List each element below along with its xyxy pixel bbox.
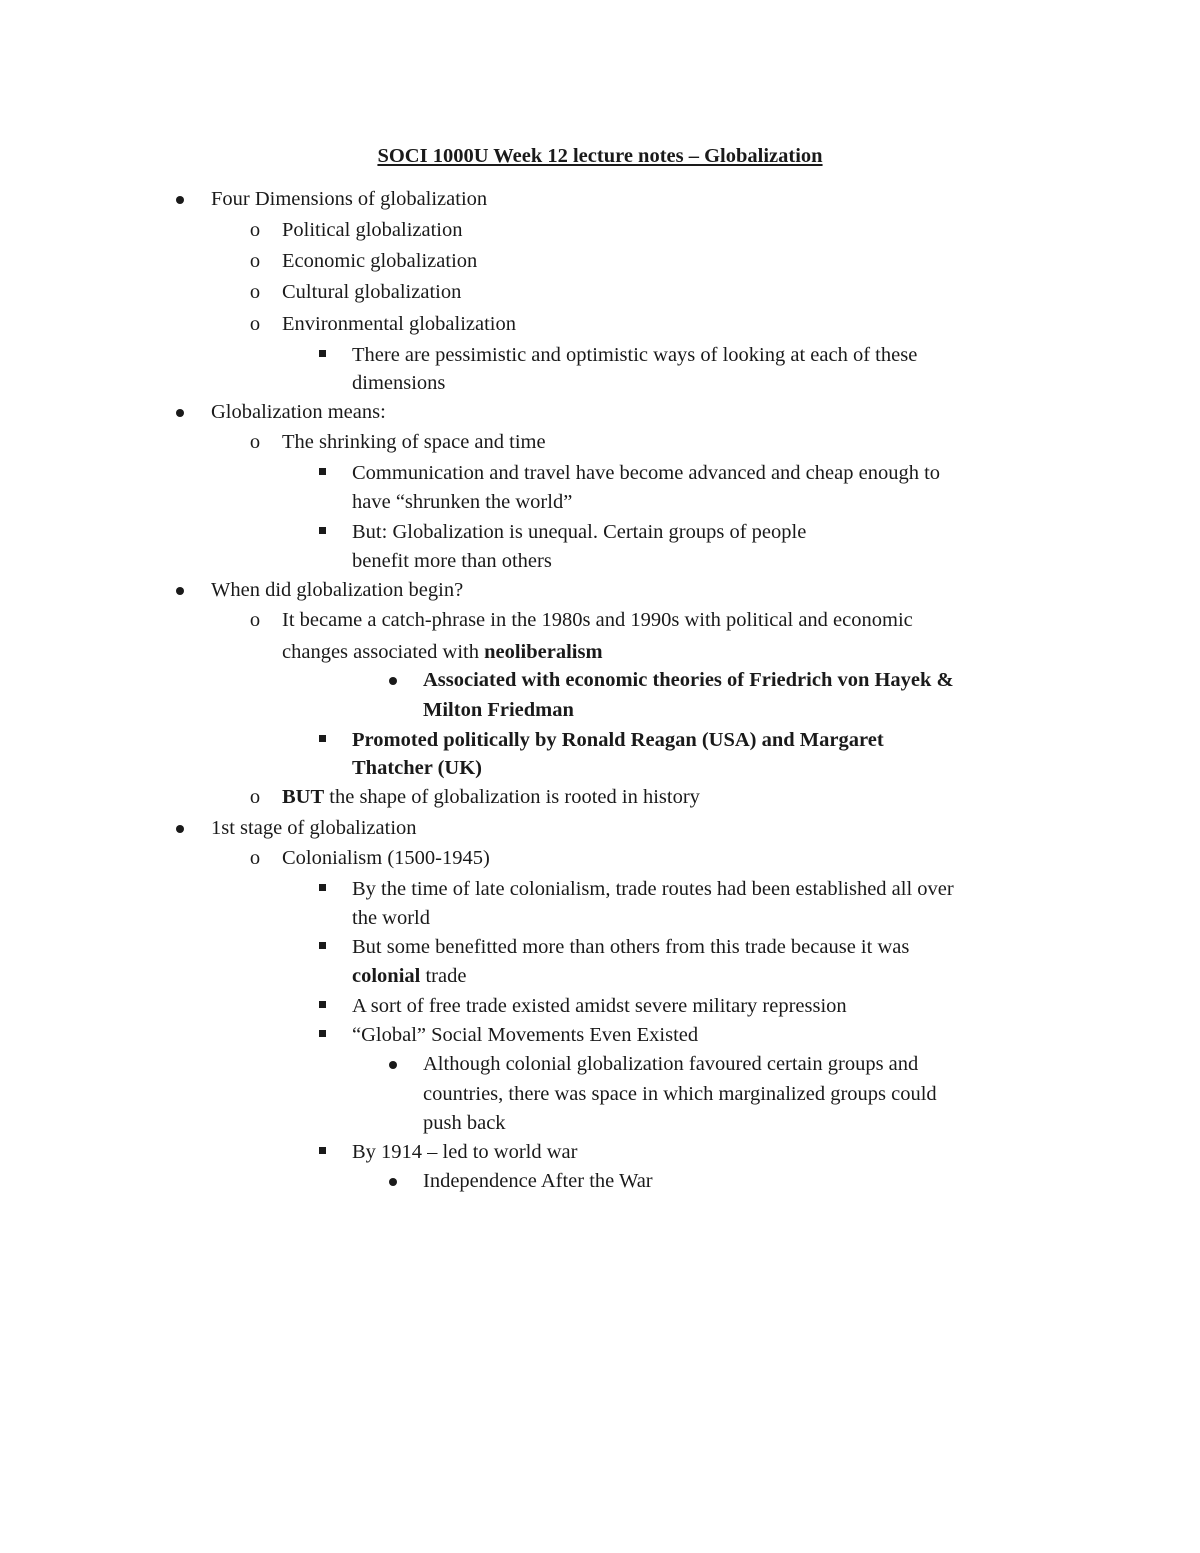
list-item: 1st stage of globalization: [211, 817, 417, 839]
list-item: Globalization means:: [211, 401, 386, 423]
list-item: But: Globalization is unequal. Certain groups of people: [352, 521, 807, 543]
list-item-continuation: dimensions: [352, 372, 446, 394]
list-item: A sort of free trade existed amidst severe military repression: [352, 995, 847, 1017]
bullet-circle: o: [249, 281, 261, 303]
bullet-square: [319, 468, 326, 475]
list-item-continuation: have “shrunken the world”: [352, 491, 573, 513]
plain-text: trade: [420, 965, 467, 987]
list-item: Although colonial globalization favoured certain groups and: [423, 1053, 919, 1075]
list-item: By the time of late colonialism, trade routes had been established all over: [352, 878, 954, 900]
bullet-square: [319, 884, 326, 891]
list-item-continuation: [352, 962, 466, 991]
bullet-dot: [389, 677, 397, 685]
list-item: [423, 666, 954, 695]
bullet-square: [319, 1001, 326, 1008]
list-item-continuation: benefit more than others: [352, 550, 552, 572]
list-item-continuation: [423, 696, 574, 725]
list-item: The shrinking of space and time: [282, 431, 546, 453]
list-item: When did globalization begin?: [211, 579, 464, 601]
bullet-circle: o: [249, 313, 261, 335]
list-item-continuation: [282, 638, 603, 667]
bullet-square: [319, 350, 326, 357]
bold-text: Promoted politically by Ronald Reagan (USA) and Margaret: [352, 729, 884, 751]
bullet-square: [319, 735, 326, 742]
list-item-continuation: push back: [423, 1112, 506, 1134]
bullet-square: [319, 1147, 326, 1154]
bold-text: Associated with economic theories of Friedrich von Hayek &: [423, 669, 954, 691]
bold-text: Thatcher (UK): [352, 757, 483, 779]
bullet-circle: o: [249, 431, 261, 453]
bullet-circle: o: [249, 250, 261, 272]
bullet-dot: [176, 409, 184, 417]
bold-term: colonial: [352, 965, 421, 987]
list-item: There are pessimistic and optimistic ways of looking at each of these: [352, 344, 918, 366]
bullet-dot: [389, 1061, 397, 1069]
bold-term: neoliberalism: [484, 641, 603, 663]
bullet-square: [319, 527, 326, 534]
bullet-dot: [176, 825, 184, 833]
bullet-circle: o: [249, 219, 261, 241]
list-item-continuation: [352, 754, 482, 783]
plain-text: changes associated with: [282, 641, 485, 663]
list-item: But some benefitted more than others from this trade because it was: [352, 936, 910, 958]
bullet-square: [319, 942, 326, 949]
bold-text: Milton Friedman: [423, 699, 574, 721]
list-item: Colonialism (1500-1945): [282, 847, 490, 869]
list-item: “Global” Social Movements Even Existed: [352, 1024, 699, 1046]
plain-text: the shape of globalization is rooted in history: [324, 786, 700, 808]
list-item: Environmental globalization: [282, 313, 516, 335]
list-item-continuation: the world: [352, 907, 430, 929]
bullet-circle: o: [249, 847, 261, 869]
bullet-dot: [176, 196, 184, 204]
bold-term: BUT: [282, 786, 325, 808]
bullet-square: [319, 1030, 326, 1037]
bullet-dot: [389, 1178, 397, 1186]
list-item: [282, 783, 700, 812]
list-item: [352, 726, 884, 755]
list-item: Cultural globalization: [282, 281, 462, 303]
list-item: Four Dimensions of globalization: [211, 188, 488, 210]
list-item: Communication and travel have become advanced and cheap enough to: [352, 462, 941, 484]
list-item-continuation: countries, there was space in which marginalized groups could: [423, 1083, 937, 1105]
list-item: Economic globalization: [282, 250, 478, 272]
list-item: By 1914 – led to world war: [352, 1141, 578, 1163]
list-item: Independence After the War: [423, 1170, 653, 1192]
bullet-circle: o: [249, 786, 261, 808]
list-item: It became a catch-phrase in the 1980s and 1990s with political and economic: [282, 609, 913, 631]
bullet-circle: o: [249, 609, 261, 631]
document-title: SOCI 1000U Week 12 lecture notes – Globalization: [377, 145, 823, 167]
list-item: Political globalization: [282, 219, 463, 241]
bullet-dot: [176, 587, 184, 595]
